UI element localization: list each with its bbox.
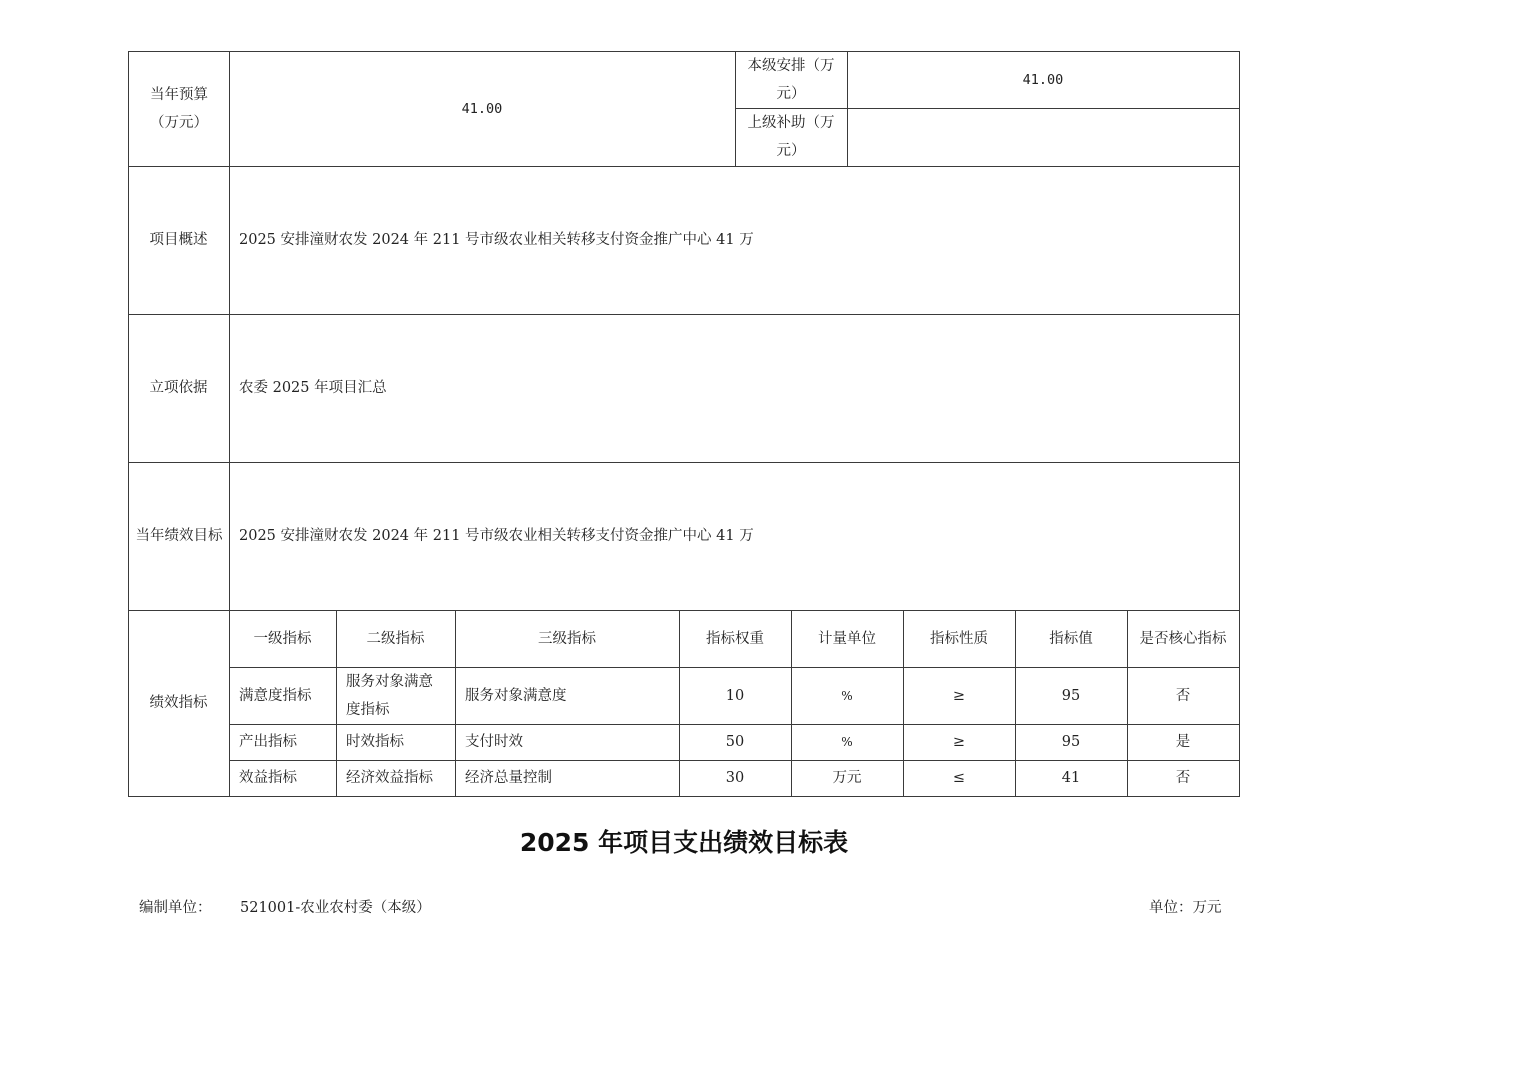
header-weight: 指标权重 [706, 630, 764, 647]
budget-upper-value [847, 108, 1239, 166]
overview-text: 2025 安排潼财农发 2024 年 211 号市级农业相关转移支付资金推广中心 41 万 [239, 232, 754, 248]
indicators-label: 绩效指标 [149, 695, 208, 711]
currency-unit: 单位：万元 [1149, 900, 1222, 916]
row2-nature: ≥ [952, 734, 966, 750]
goal-label: 当年绩效目标 [135, 528, 223, 544]
budget-label: 当年预算（万元） [150, 86, 208, 131]
budget-upper-label: 上级补助（万元） [747, 115, 835, 159]
row1-weight: 10 [725, 687, 745, 704]
row1-value: 95 [1061, 687, 1081, 704]
header-core: 是否核心指标 [1139, 630, 1227, 647]
row3-unit: 万元 [832, 770, 862, 786]
row2-level2: 时效指标 [346, 734, 404, 750]
basis-text: 农委 2025 年项目汇总 [239, 380, 387, 396]
basis-label: 立项依据 [149, 380, 208, 396]
row1-level2: 服务对象满意度指标 [346, 673, 433, 718]
header-value: 指标值 [1049, 630, 1093, 647]
row2-weight: 50 [725, 734, 745, 750]
row2-level3: 支付时效 [465, 734, 523, 750]
row3-nature: ≤ [952, 770, 966, 786]
document-title: 2025 年项目支出绩效目标表 [519, 828, 849, 857]
row1-level1: 满意度指标 [239, 687, 312, 704]
overview-label: 项目概述 [149, 232, 208, 248]
row2-core: 是 [1175, 734, 1191, 750]
goal-text: 2025 安排潼财农发 2024 年 211 号市级农业相关转移支付资金推广中心 41 万 [239, 528, 754, 544]
org-label: 编制单位： [139, 900, 212, 916]
row1-unit: % [841, 688, 853, 703]
header-level2: 二级指标 [366, 630, 425, 647]
header-unit: 计量单位 [818, 630, 876, 647]
header-level3: 三级指标 [538, 630, 596, 647]
budget-local-label: 本级安排（万元） [747, 57, 835, 102]
row3-level2: 经济效益指标 [346, 770, 433, 786]
table-border-right [1239, 51, 1240, 797]
header-nature: 指标性质 [930, 630, 988, 647]
budget-local-value: 41.00 [1022, 71, 1064, 88]
row3-level3: 经济总量控制 [465, 770, 552, 786]
row3-core: 否 [1175, 770, 1191, 786]
table-border-bottom [128, 796, 1240, 797]
row1-nature: ≥ [952, 687, 966, 704]
budget-total: 41.00 [461, 100, 503, 117]
row2-value: 95 [1061, 734, 1081, 750]
row3-level1: 效益指标 [239, 770, 297, 786]
row3-weight: 30 [725, 770, 745, 786]
row3-value: 41 [1061, 770, 1081, 786]
row1-core: 否 [1175, 687, 1191, 704]
org-value: 521001-农业农村委（本级） [240, 900, 431, 916]
row2-level1: 产出指标 [239, 734, 297, 750]
row1-level3: 服务对象满意度 [465, 687, 567, 704]
header-level1: 一级指标 [253, 630, 312, 647]
row2-unit: % [841, 735, 853, 749]
table-rule [735, 51, 736, 166]
